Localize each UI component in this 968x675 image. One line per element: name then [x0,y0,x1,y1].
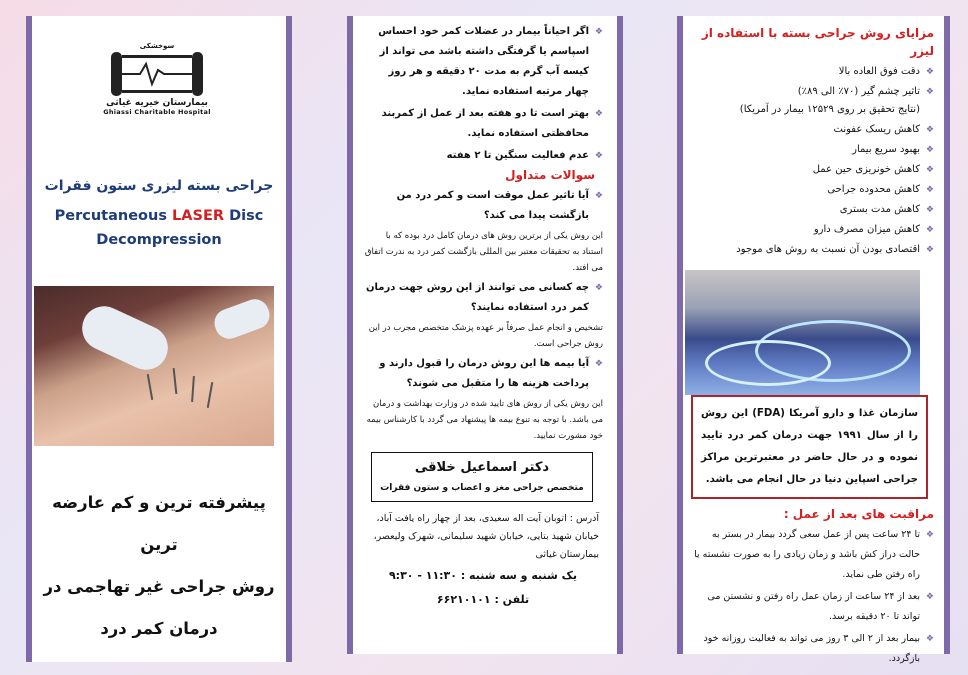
heartbeat-icon [122,55,192,93]
faq-answer: این روش یکی از برترین روش های درمان کامل درد بوده که با استناد به تحقیقات معتبر بین المللی بازگشت کمر درد به ندرت اتفاق می افتد. [364,231,603,273]
title-en-part1: Percutaneous [54,208,167,224]
tagline-line1: پیشرفته ترین و کم عارضه ترین [52,493,266,554]
faq-question: ❖ آیا بیمه ها این روش درمان را قبول دارند و پرداخت هزینه ها را متقبل می شوند؟ [363,354,603,394]
cover-title-en [32,204,286,252]
doctor-specialty: متخصص جراحی مغز و اعصاب و ستون فقرات [380,483,584,493]
care-item: ❖ بیمار بعد از ۲ الی ۳ روز می تواند به فعالیت روزانه خود بازگردد. [691,629,934,669]
benefit-item: ❖ کاهش میزان مصرف دارو [691,220,934,240]
benefit-item: ❖ کاهش خونریزی حین عمل [691,160,934,180]
care-item: ❖ بعد از ۲۴ ساعت از زمان عمل راه رفتن و نشستن می تواند تا ۲۰ دقیقه برسد. [691,587,934,627]
cover-panel [26,16,292,662]
benefit-item: ❖ کاهش مدت بستری [691,200,934,220]
hospital-logo [97,42,217,122]
procedure-photo [34,286,274,446]
right-panel [677,16,950,664]
doctor-box [371,452,593,502]
middle-panel [347,16,623,654]
logo-fa-text: بیمارستان خیریه غیاثی [106,98,208,108]
doctor-name: دکتر اسماعیل خلاقی [414,460,550,475]
faq-title: سوالات متداول [505,168,595,182]
faq-answer: تشخیص و انجام عمل صرفاً بر عهده پزشک متخصص مجرب در این روش جراحی است. [368,323,603,349]
faq-question: ❖ چه کسانی می توانند از این روش جهت درمان کمر درد استفاده نمایند؟ [363,278,603,318]
title-en-part3: Decompression [96,232,222,248]
tip-item: ❖ عدم فعالیت سنگین تا ۲ هفته [363,146,603,166]
faq-question: ❖ آیا تاثیر عمل موقت است و کمر درد من بازگشت پیدا می کند؟ [363,186,603,226]
cover-title-fa: جراحی بسته لیزری ستون فقرات [44,178,274,194]
benefit-item: ❖ کاهش محدوده جراحی [691,180,934,200]
study-note: (نتایج تحقیق بر روی ۱۲۵۲۹ بیمار در آمریکا) [739,104,920,115]
office-hours: یک شنبه و سه شنبه : ۱۱:۳۰ - ۹:۳۰ [388,569,578,582]
title-en-part2: Disc [229,208,264,224]
tagline-line3: درمان کمر درد [100,619,218,638]
title-en-laser: LASER [172,208,225,224]
care-item: ❖ تا ۲۴ ساعت پس از عمل سعی گردد بیمار در بستر به حالت دراز کش باشد و زمان زیادی را به صورت نشسته یا راه رفتن طی نماید. [691,525,934,585]
faq-answer: این روش یکی از روش های تایید شده در وزارت بهداشت و درمان می باشد. با توجه به تنوع بیمه ها پیشنهاد می گردد با کارشناس بیمه خود مشورت نمایید. [366,399,603,441]
benefit-item: ❖ تاثیر چشم گیر (۷۰٪ الی ۸۹٪) [691,82,934,102]
benefit-item: ❖ اقتصادی بودن آن نسبت به روش های موجود [691,240,934,260]
tip-item: ❖ بهتر است تا دو هفته بعد از عمل از کمربند محافظتی استفاده نماید. [363,104,603,144]
phone-number: تلفن : ۶۶۲۱۰۱۰۱ [436,593,530,606]
benefits-title: مزایای روش جراحی بسته با استفاده از لیزر [701,26,934,58]
care-title: مراقبت های بعد از عمل : [783,507,934,521]
benefit-item: ❖ بهبود سریع بیمار [691,140,934,160]
logo-en-text: Ghiassi Charitable Hospital [103,108,211,116]
logo-top-text: سوخشکی [139,42,175,50]
benefit-item: ❖ کاهش ریسک عفونت [691,120,934,140]
fda-box: سازمان غذا و دارو آمریکا (FDA) این روش را از سال ۱۹۹۱ جهت درمان کمر درد تایید نموده و در حال حاضر در معتبرترین مراکز جراحی اسپاین دنیا در حال انجام می باشد. [691,395,928,499]
laser-photo [685,270,920,395]
address: آدرس : اتوبان آیت اله سعیدی، بعد از چهار راه یافت آباد، خیابان شهید بتایی، خیابان شهید سلیمانی، شهرک ولیعصر، بیمارستان غیاثی [373,513,599,560]
cover-tagline [32,482,286,650]
tagline-line2: روش جراحی غیر تهاجمی در [43,577,275,596]
benefit-item: ❖ دقت فوق العاده بالا [691,62,934,82]
tip-item: ❖ اگر احیاناً بیمار در عضلات کمر خود احساس اسپاسم یا گرفتگی داشته باشد می تواند از کیسه آب گرم به مدت ۲۰ دقیقه و هر روز چهار مرتبه استفاده نماید. [363,22,603,102]
